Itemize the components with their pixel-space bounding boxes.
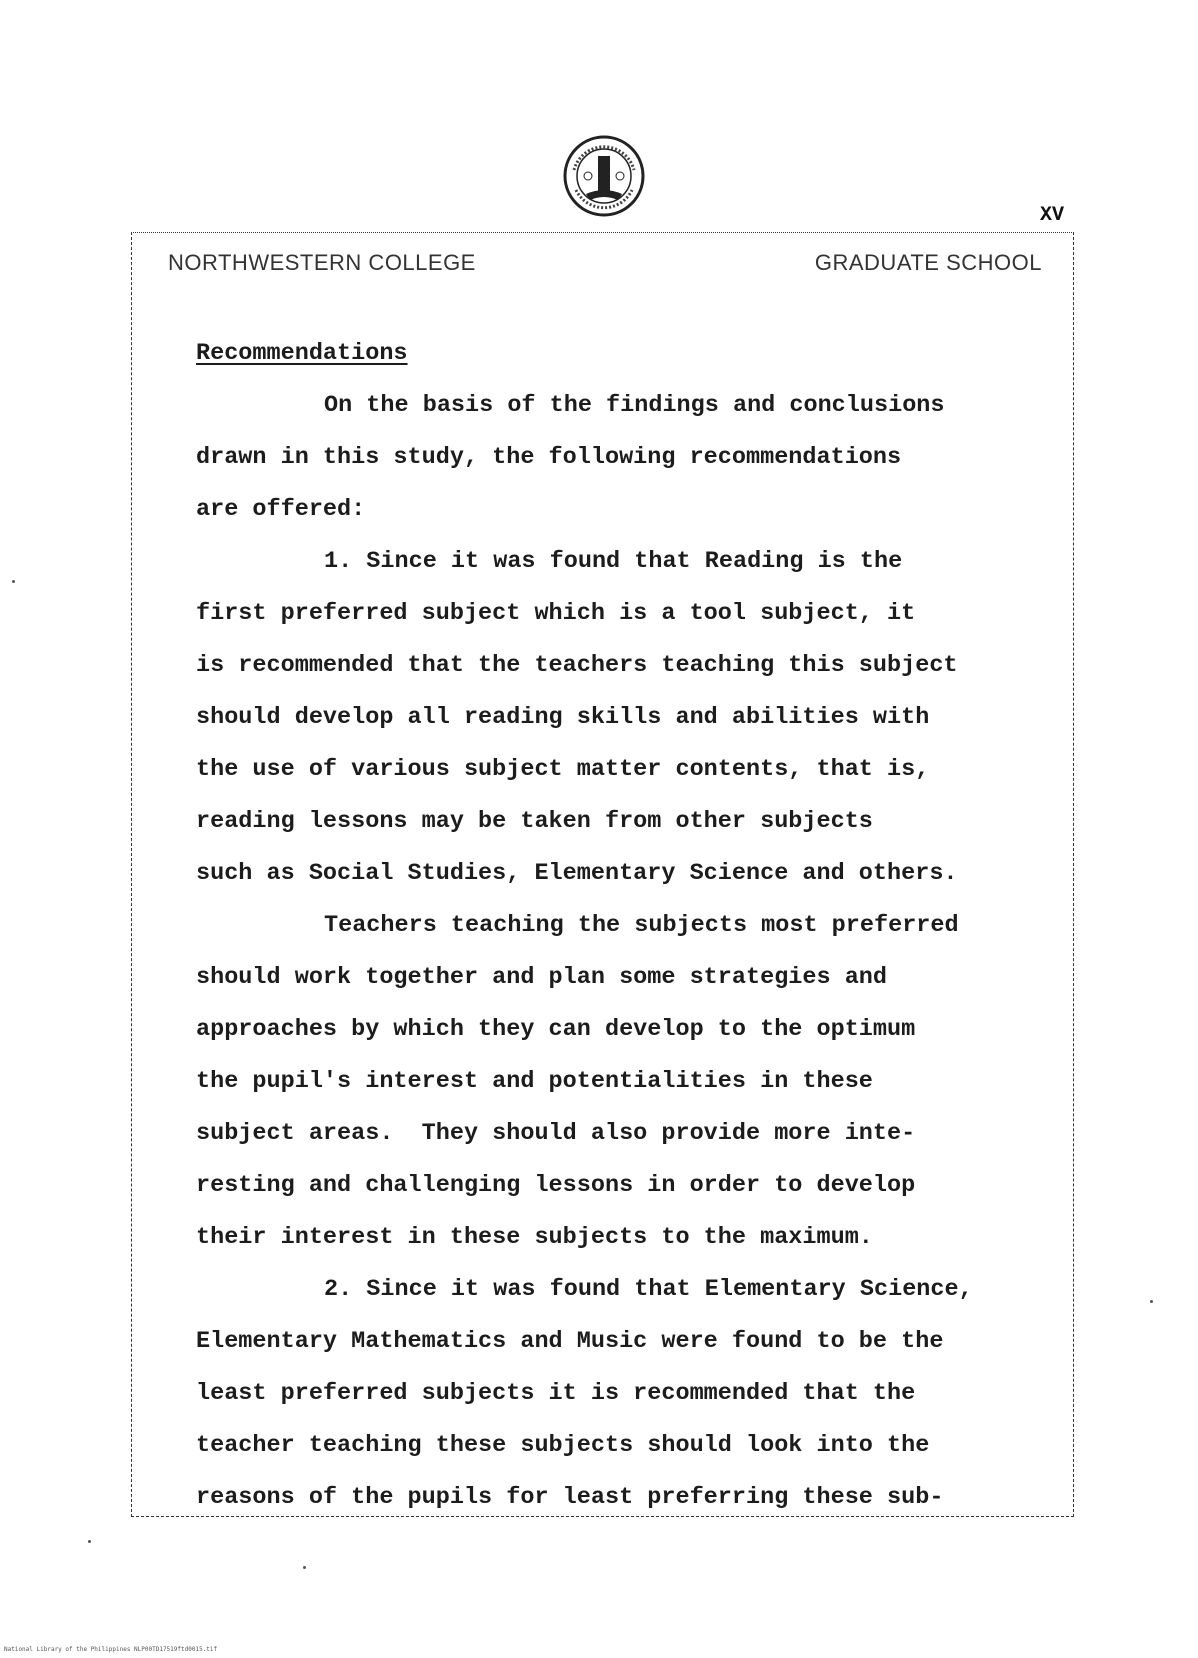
text-line: should develop all reading skills and abilities with xyxy=(196,704,930,731)
text-line: reading lessons may be taken from other subjects xyxy=(196,808,873,835)
text-line: reasons of the pupils for least preferring these sub- xyxy=(196,1484,944,1511)
text-line: the use of various subject matter contents, that is, xyxy=(196,756,930,783)
scan-speck xyxy=(1150,1300,1153,1303)
text-line: teacher teaching these subjects should look into the xyxy=(196,1432,930,1459)
text-line: subject areas. They should also provide more inte- xyxy=(196,1120,916,1147)
recommendations-section xyxy=(196,328,1056,1524)
text-line: least preferred subjects it is recommended that the xyxy=(196,1380,916,1407)
text-line: 2. Since it was found that Elementary Science, xyxy=(324,1276,973,1303)
text-line: 1. Since it was found that Reading is the xyxy=(324,548,903,575)
text-line: approaches by which they can develop to the optimum xyxy=(196,1016,916,1043)
text-line: is recommended that the teachers teaching this subject xyxy=(196,652,958,679)
text-line: resting and challenging lessons in order to develop xyxy=(196,1172,916,1199)
header-department: GRADUATE SCHOOL xyxy=(814,250,1042,275)
text-line: On the basis of the findings and conclusions xyxy=(324,392,945,419)
text-line: should work together and plan some strategies and xyxy=(196,964,888,991)
header-institution: NORTHWESTERN COLLEGE xyxy=(168,250,476,275)
text-line: the pupil's interest and potentialities in these xyxy=(196,1068,873,1095)
section-heading: Recommendations xyxy=(196,340,408,367)
text-line: Teachers teaching the subjects most preferred xyxy=(324,912,959,939)
scan-speck xyxy=(12,580,15,583)
text-line: their interest in these subjects to the maximum. xyxy=(196,1224,873,1251)
scan-speck xyxy=(303,1566,306,1569)
college-seal-logo xyxy=(562,134,646,218)
text-line: are offered: xyxy=(196,496,366,523)
text-line: first preferred subject which is a tool subject, it xyxy=(196,600,916,627)
scan-source-caption: National Library of the Philippines NLP00TD17519ftd0015.tif xyxy=(4,1646,218,1653)
text-line: drawn in this study, the following recommendations xyxy=(196,444,902,471)
scan-speck xyxy=(88,1540,91,1543)
page-number: XV xyxy=(1040,204,1065,227)
text-line: Elementary Mathematics and Music were found to be the xyxy=(196,1328,944,1355)
text-line: such as Social Studies, Elementary Science and others. xyxy=(196,860,958,887)
